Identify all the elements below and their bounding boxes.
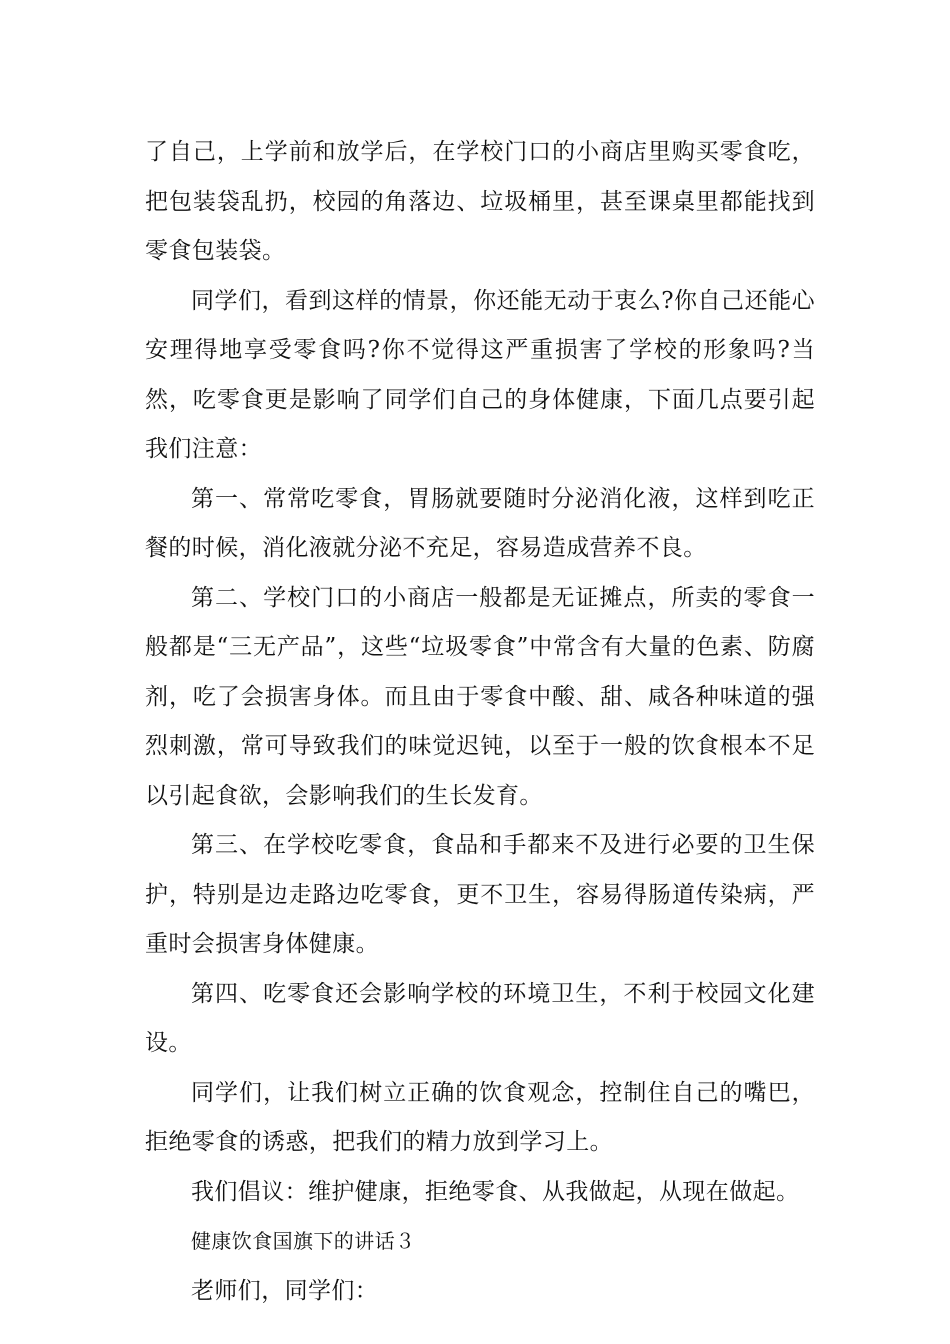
paragraph: 同学们，看到这样的情景，你还能无动于衷么?你自己还能心安理得地享受零食吗?你不觉得这严重损害了学校的形象吗?当然，吃零食更是影响了同学们自己的身体健康，下面几点要引起我们注意： [145,287,815,462]
paragraph-greeting: 老师们，同学们： [191,1277,379,1304]
paragraph-proposal: 我们倡议：维护健康，拒绝零食、从我做起，从现在做起。 [191,1178,800,1205]
paragraph: 同学们，让我们树立正确的饮食观念，控制住自己的嘴巴，拒绝零食的诱惑，把我们的精力放到学习上。 [145,1079,815,1155]
section-heading: 健康饮食国旗下的讲话３ [191,1229,416,1253]
paragraph-point-3: 第三、在学校吃零食，食品和手都来不及进行必要的卫生保护，特别是边走路边吃零食，更不卫生，容易得肠道传染病，严重时会损害身体健康。 [145,832,815,957]
document-body [145,128,815,1316]
paragraph-point-2: 第二、学校门口的小商店一般都是无证摊点，所卖的零食一般都是“三无产品”，这些“垃圾零食”中常含有大量的色素、防腐剂，吃了会损害身体。而且由于零食中酸、甜、咸各种味道的强烈刺激，常可导致我们的味觉迟钝，以至于一般的饮食根本不足以引起食欲，会影响我们的生长发育。 [145,584,815,809]
paragraph-continuation: 了自己，上学前和放学后，在学校门口的小商店里购买零食吃，把包装袋乱扔，校园的角落边、垃圾桶里，甚至课桌里都能找到零食包装袋。 [145,139,815,264]
paragraph-point-1: 第一、常常吃零食，胃肠就要随时分泌消化液，这样到吃正餐的时候，消化液就分泌不充足，容易造成营养不良。 [145,485,815,561]
paragraph-point-4: 第四、吃零食还会影响学校的环境卫生，不利于校园文化建设。 [145,980,815,1056]
